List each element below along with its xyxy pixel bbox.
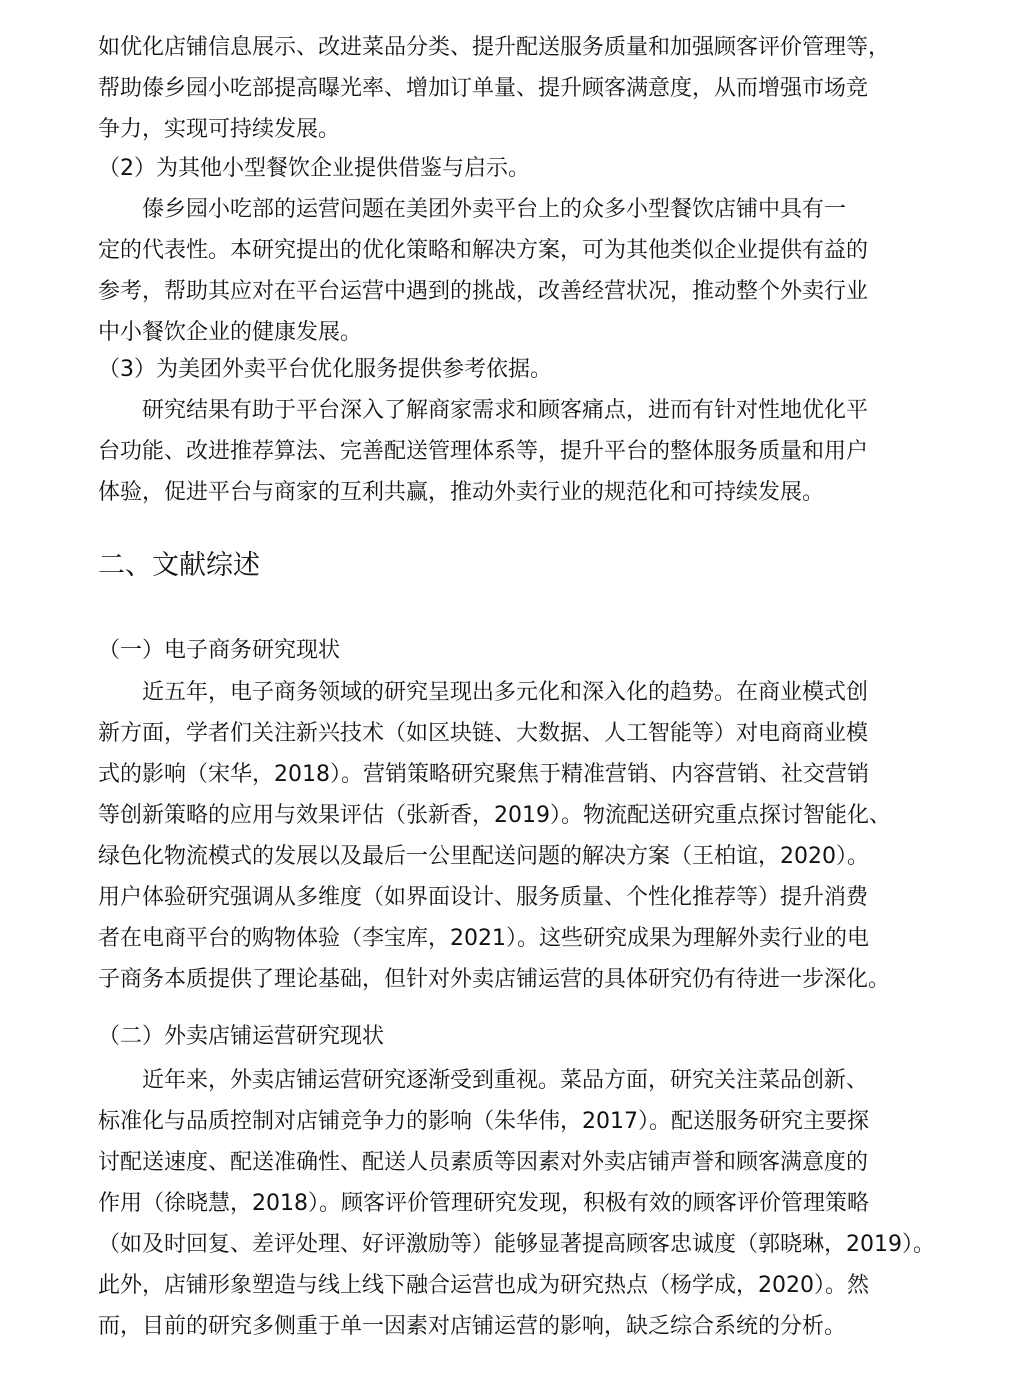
paragraph-line: 绿色化物流模式的发展以及最后一公里配送问题的解决方案（王柏谊，2020）。 [98, 844, 869, 869]
paragraph-line: 而，目前的研究多侧重于单一因素对店铺运营的影响，缺乏综合系统的分析。 [98, 1314, 847, 1339]
paragraph-line: 标准化与品质控制对店铺竞争力的影响（朱华伟，2017）。配送服务研究主要探 [98, 1109, 869, 1134]
paragraph-line: （如及时回复、差评处理、好评激励等）能够显著提高顾客忠诚度（郭晓琳，2019）。 [98, 1232, 935, 1257]
paragraph-line: 参考，帮助其应对在平台运营中遇到的挑战，改善经营状况，推动整个外卖行业 [98, 279, 869, 304]
paragraph-line: 近五年，电子商务领域的研究呈现出多元化和深入化的趋势。在商业模式创 [142, 680, 869, 705]
paragraph-line: 近年来，外卖店铺运营研究逐渐受到重视。菜品方面，研究关注菜品创新、 [142, 1068, 869, 1093]
paragraph-line: 作用（徐晓慧，2018）。顾客评价管理研究发现，积极有效的顾客评价管理策略 [98, 1191, 869, 1216]
paragraph-line: 如优化店铺信息展示、改进菜品分类、提升配送服务质量和加强顾客评价管理等， [98, 35, 891, 60]
paragraph-line: 式的影响（宋华，2018）。营销策略研究聚焦于精准营销、内容营销、社交营销 [98, 762, 869, 787]
point-2-title: （2）为其他小型餐饮企业提供借鉴与启示。 [98, 156, 530, 181]
paragraph-line: 体验，促进平台与商家的互利共赢，推动外卖行业的规范化和可持续发展。 [98, 480, 825, 505]
subsection-heading: （二）外卖店铺运营研究现状 [98, 1024, 385, 1049]
paragraph-line: 等创新策略的应用与效果评估（张新香，2019）。物流配送研究重点探讨智能化、 [98, 803, 891, 828]
paragraph-line: 讨配送速度、配送准确性、配送人员素质等因素对外卖店铺声誉和顾客满意度的 [98, 1150, 869, 1175]
subsection-heading: （一）电子商务研究现状 [98, 638, 341, 663]
paragraph-line: 中小餐饮企业的健康发展。 [98, 320, 363, 345]
point-3-title: （3）为美团外卖平台优化服务提供参考依据。 [98, 357, 552, 382]
paragraph-line: 子商务本质提供了理论基础，但针对外卖店铺运营的具体研究仍有待进一步深化。 [98, 967, 891, 992]
paragraph-line: 者在电商平台的购物体验（李宝库，2021）。这些研究成果为理解外卖行业的电 [98, 926, 869, 951]
paragraph-line: 争力，实现可持续发展。 [98, 117, 341, 142]
paragraph-line: 新方面，学者们关注新兴技术（如区块链、大数据、人工智能等）对电商商业模 [98, 721, 869, 746]
paragraph-line: 傣乡园小吃部的运营问题在美团外卖平台上的众多小型餐饮店铺中具有一 [142, 197, 847, 222]
paragraph-line: 台功能、改进推荐算法、完善配送管理体系等，提升平台的整体服务质量和用户 [98, 439, 869, 464]
paragraph-line: 此外，店铺形象塑造与线上线下融合运营也成为研究热点（杨学成，2020）。然 [98, 1273, 869, 1298]
paragraph-line: 研究结果有助于平台深入了解商家需求和顾客痛点，进而有针对性地优化平 [142, 398, 869, 423]
section-heading: 二、文献综述 [98, 550, 260, 581]
paragraph-line: 定的代表性。本研究提出的优化策略和解决方案，可为其他类似企业提供有益的 [98, 238, 869, 263]
paragraph-line: 用户体验研究强调从多维度（如界面设计、服务质量、个性化推荐等）提升消费 [98, 885, 869, 910]
paragraph-line: 帮助傣乡园小吃部提高曝光率、增加订单量、提升顾客满意度，从而增强市场竞 [98, 76, 869, 101]
